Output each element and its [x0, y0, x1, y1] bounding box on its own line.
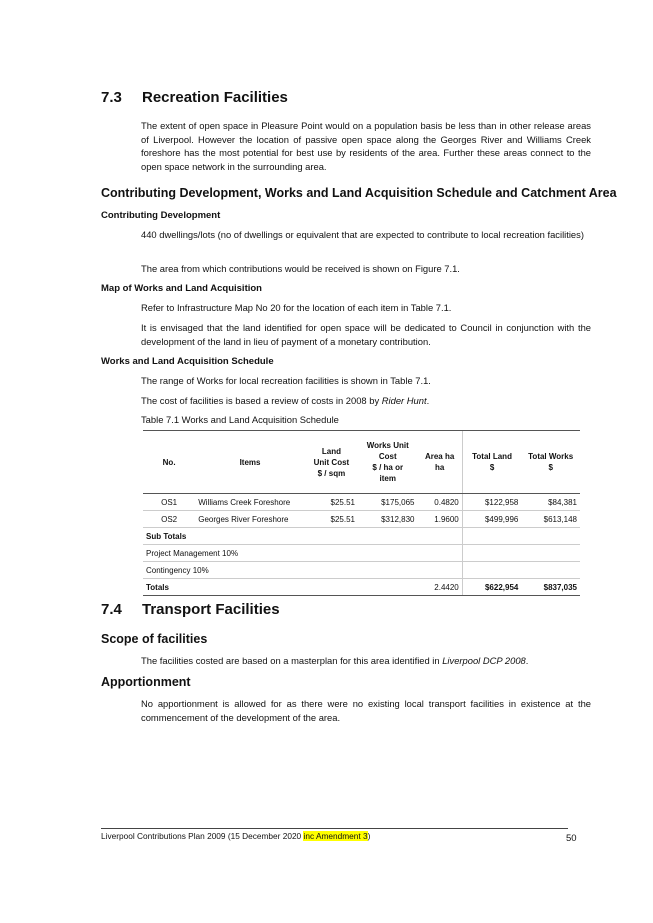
header-total-works-line: $ [548, 463, 553, 472]
cell-empty [462, 545, 521, 562]
cell-empty [462, 562, 521, 579]
scope-text: The facilities costed are based on a masterplan for this area identified in [141, 655, 443, 666]
footer-divider [101, 828, 568, 829]
header-land-unit-cost [305, 431, 358, 494]
table-row-totals [143, 579, 580, 596]
section-number: 7.3 [101, 89, 122, 106]
cell-totals-land: $622,954 [462, 579, 521, 596]
cell-total-works: $613,148 [521, 511, 580, 528]
table-caption: Table 7.1 Works and Land Acquisition Schedule [141, 414, 339, 425]
header-works-line: Cost [378, 452, 397, 461]
table-row-project-management [143, 545, 580, 562]
header-total-works [521, 431, 580, 494]
contributing-paragraph-2: The area from which contributions would be received is shown on Figure 7.1. [141, 263, 460, 274]
table-row [143, 494, 580, 511]
header-area-line: Area ha [424, 452, 455, 461]
cell-works-unit: $312,830 [358, 511, 417, 528]
heading-scope: Scope of facilities [101, 632, 208, 646]
cell-totals-label: Totals [143, 579, 417, 596]
section-title: Recreation Facilities [142, 89, 288, 106]
subheading-contributing-schedule: Contributing Development, Works and Land Acquisition Schedule and Catchment Area [101, 186, 617, 200]
page-number: 50 [566, 833, 577, 844]
header-area-line: ha [434, 463, 445, 472]
cell-area: 1.9600 [417, 511, 462, 528]
cell-empty [521, 528, 580, 545]
header-works-unit-cost [358, 431, 417, 494]
header-land-line: $ / sqm [317, 468, 346, 478]
cell-total-land: $122,958 [462, 494, 521, 511]
header-land-line: Land [321, 446, 341, 456]
header-area [417, 431, 462, 494]
scope-end: . [525, 655, 529, 666]
map-paragraph-2: It is envisaged that the land identified for open space will be dedicated to Council in conjunction with the development of the land in lieu of payment of a monetary contribution. [141, 322, 591, 347]
schedule-p2-text: The cost of facilities is based a review of costs in 2008 by [141, 395, 382, 406]
cell-land-unit: $25.51 [305, 494, 358, 511]
heading-map: Map of Works and Land Acquisition [101, 283, 262, 294]
cell-area: 0.4820 [417, 494, 462, 511]
footer-title: Liverpool Contributions Plan 2009 (15 December 2020 [101, 831, 304, 841]
cell-contingency-label: Contingency 10% [143, 562, 462, 579]
cell-item: Georges River Foreshore [195, 511, 305, 528]
cell-item: Williams Creek Foreshore [195, 494, 305, 511]
section-heading-7-3 [101, 89, 288, 106]
cell-total-works: $84,381 [521, 494, 580, 511]
header-works-line: item [379, 474, 396, 483]
intro-paragraph: The extent of open space in Pleasure Point would on a population basis be less than in other release areas of Liverpool. However the location of passive open space along the Georges River and Williams Creek foreshore has the most potential for best use by residents of the area. Further these areas connect to the open space network in the surrounding area. [141, 120, 591, 172]
schedule-p2-italic: Rider Hunt [381, 395, 427, 406]
header-total-land-line: $ [489, 463, 495, 472]
header-works-line: Works Unit [366, 441, 409, 450]
header-land-line: Unit Cost [313, 457, 350, 467]
schedule-paragraph-2 [141, 394, 591, 408]
header-total-land [462, 431, 521, 494]
scope-paragraph [141, 654, 591, 668]
schedule-paragraph-1: The range of Works for local recreation facilities is shown in Table 7.1. [141, 375, 431, 386]
heading-contributing-development: Contributing Development [101, 210, 221, 221]
apportionment-paragraph: No apportionment is allowed for as there were no existing local transport facilities in existence at the commencement of the development of the area. [141, 698, 591, 723]
cell-empty [521, 545, 580, 562]
contributing-paragraph-1: 440 dwellings/lots (no of dwellings or equivalent that are expected to contribute to local recreation facilities) [141, 229, 584, 240]
table-row [143, 511, 580, 528]
cell-totals-works: $837,035 [521, 579, 580, 596]
heading-apportionment: Apportionment [101, 675, 191, 689]
footer-end: ) [367, 831, 371, 841]
section-title: Transport Facilities [142, 601, 280, 618]
section-heading-7-4 [101, 601, 280, 618]
map-paragraph-1: Refer to Infrastructure Map No 20 for the location of each item in Table 7.1. [141, 302, 452, 313]
footer-text [101, 831, 370, 841]
cell-works-unit: $175,065 [358, 494, 417, 511]
header-no: No. [143, 431, 195, 494]
works-schedule-table [143, 430, 580, 596]
header-items: Items [195, 431, 305, 494]
cell-project-management-label: Project Management 10% [143, 545, 462, 562]
cell-subtotals-label: Sub Totals [143, 528, 462, 545]
cell-empty [462, 528, 521, 545]
table-header-row [143, 431, 580, 494]
cell-no: OS2 [143, 511, 195, 528]
header-total-land-line: Total Land [472, 452, 512, 461]
heading-schedule: Works and Land Acquisition Schedule [101, 356, 274, 367]
header-works-line: $ / ha or [372, 463, 404, 472]
table-row-subtotals [143, 528, 580, 545]
cell-land-unit: $25.51 [305, 511, 358, 528]
cell-total-land: $499,996 [462, 511, 521, 528]
table-row-contingency [143, 562, 580, 579]
scope-italic: Liverpool DCP 2008 [442, 655, 526, 666]
header-total-works-line: Total Works [528, 452, 574, 461]
schedule-p2-end: . [426, 395, 430, 406]
cell-empty [521, 562, 580, 579]
cell-totals-area: 2.4420 [417, 579, 462, 596]
cell-no: OS1 [143, 494, 195, 511]
footer-highlight: inc Amendment 3 [303, 831, 368, 841]
section-number: 7.4 [101, 601, 122, 618]
